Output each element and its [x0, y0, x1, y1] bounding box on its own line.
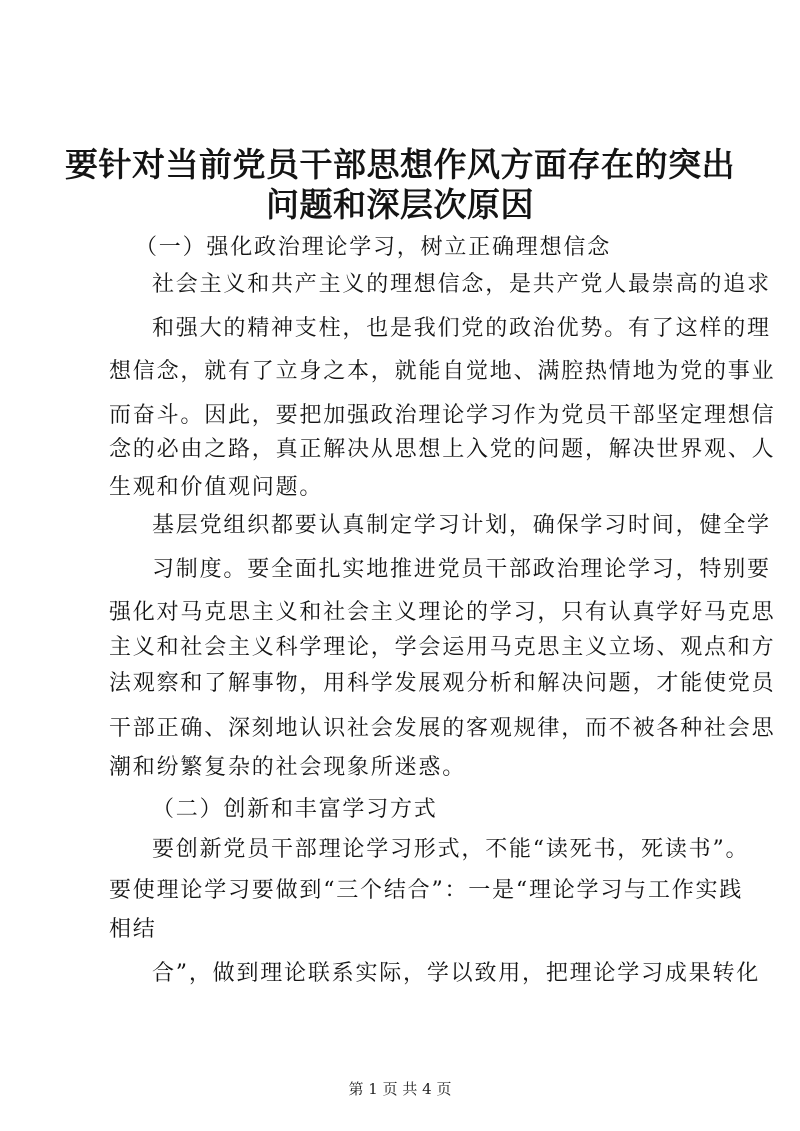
paragraph-2-line: 强化对马克思主义和社会主义理论的学习，只有认真学好马克思 [109, 600, 776, 625]
paragraph-2-line: 主义和社会主义科学理论，学会运用马克思主义立场、观点和方 [109, 635, 776, 660]
document-title-line-2: 问题和深层次原因 [266, 185, 534, 224]
paragraph-2-line: 潮和纷繁复杂的社会现象所迷惑。 [109, 755, 467, 780]
paragraph-1-line: 想信念，就有了立身之本，就能自觉地、满腔热情地为党的事业 [109, 359, 776, 384]
paragraph-2-line: 干部正确、深刻地认识社会发展的客观规律，而不被各种社会思 [109, 716, 776, 741]
page-number-footer: 第 1 页 共 4 页 [348, 1080, 452, 1098]
paragraph-1-line: 而奋斗。因此，要把加强政治理论学习作为党员干部坚定理想信 [109, 403, 776, 428]
document-title-line-1: 要针对当前党员干部思想作风方面存在的突出 [65, 145, 735, 184]
section-heading-1: （一）强化政治理论学习，树立正确理想信念 [135, 235, 612, 260]
section-heading-2: （二）创新和丰富学习方式 [152, 797, 438, 822]
paragraph-2-line: 法观察和了解事物，用科学发展观分析和解决问题，才能使党员 [109, 671, 776, 696]
paragraph-3-line: 要创新党员干部理论学习形式，不能“读死书，死读书”。 [152, 837, 750, 862]
paragraph-1-line: 社会主义和共产主义的理想信念，是共产党人最崇高的追求 [152, 272, 771, 297]
paragraph-1-line: 念的必由之路，真正解决从思想上入党的问题，解决世界观、人 [109, 437, 776, 462]
paragraph-1-line: 和强大的精神支柱，也是我们党的政治优势。有了这样的理 [152, 316, 771, 341]
paragraph-1-line: 生观和价值观问题。 [109, 475, 324, 500]
paragraph-2-line: 基层党组织都要认真制定学习计划，确保学习时间，健全学 [152, 513, 771, 538]
paragraph-3-line: 合”，做到理论联系实际，学以致用，把理论学习成果转化 [152, 961, 761, 986]
paragraph-2-line: 习制度。要全面扎实地推进党员干部政治理论学习，特别要 [152, 557, 771, 582]
paragraph-3-line: 要使理论学习要做到“三个结合”：一是“理论学习与工作实践 [109, 878, 744, 903]
paragraph-3-line: 相结 [109, 917, 157, 942]
